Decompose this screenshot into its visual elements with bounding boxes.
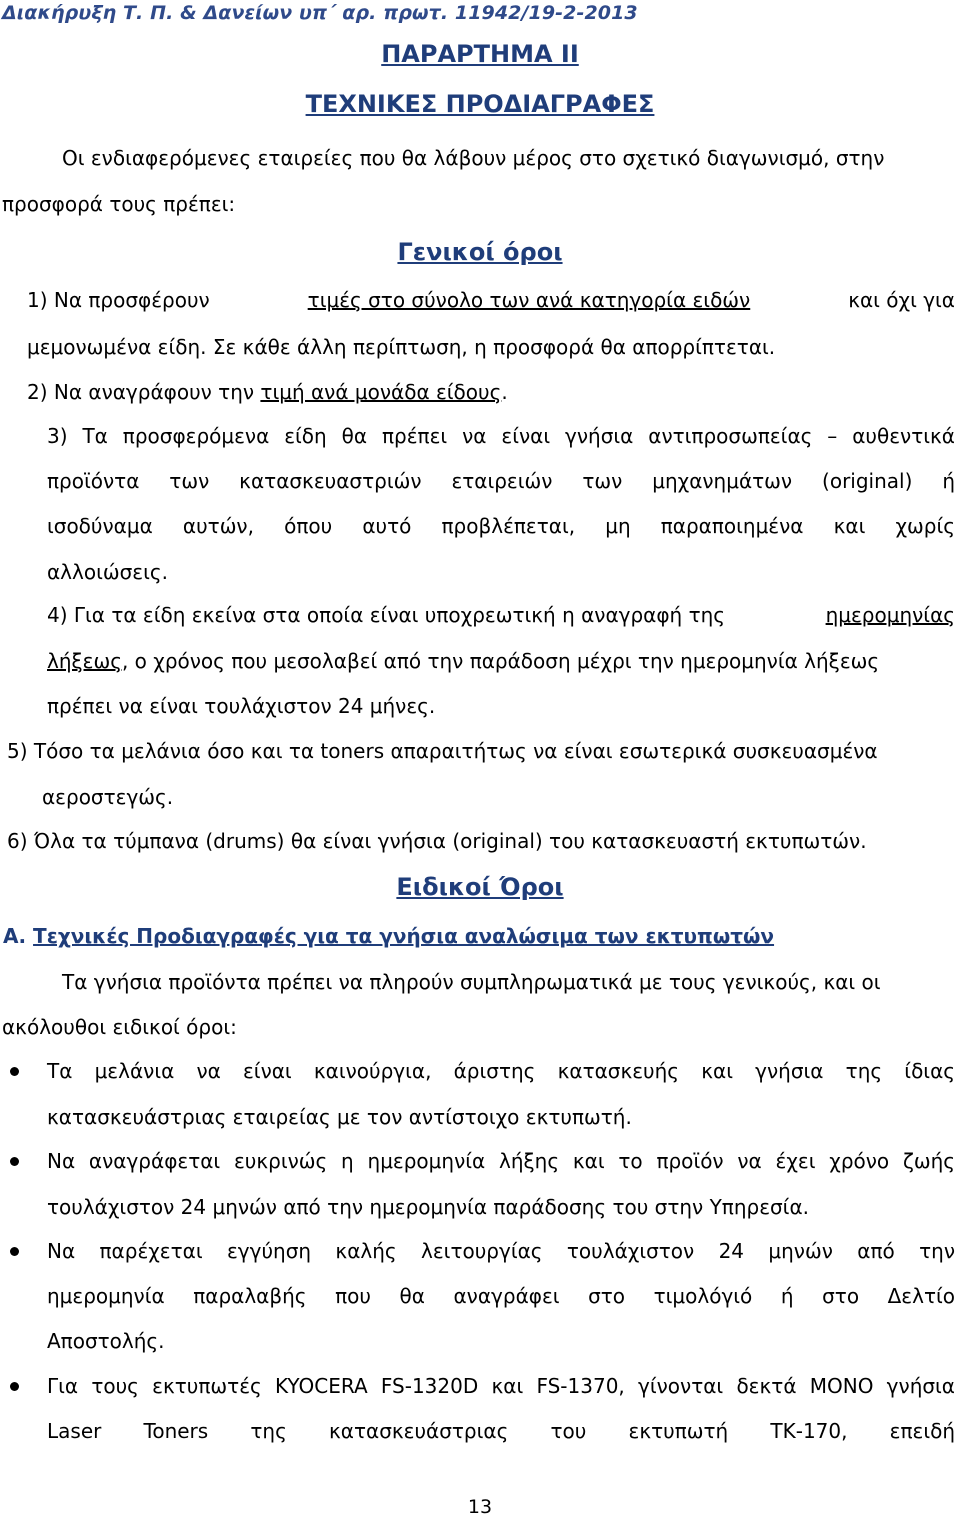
term-4-underlined: ημερομηνίας (825, 603, 955, 627)
term-4-line-1 (47, 603, 955, 627)
term-4-underlined-2: λήξεως (47, 649, 122, 673)
term-4-line-2 (47, 649, 879, 673)
bullet-3-line-3: Αποστολής. (47, 1329, 165, 1353)
term-3-line-1: 3) Τα προσφερόμενα είδη θα πρέπει να είναι γνήσια αντιπροσωπείας – αυθεντικά (47, 424, 955, 448)
bullet-icon (10, 1247, 19, 1256)
term-1-line-1 (27, 288, 955, 312)
term-2-period: . (501, 380, 508, 404)
intro-line-2: προσφορά τους πρέπει: (2, 192, 236, 216)
term-3-line-2: προϊόντα των κατασκευαστριών εταιρειών των μηχανημάτων (original) ή (47, 469, 955, 493)
bullet-2-line-1: Να αναγράφεται ευκρινώς η ημερομηνία λήξης και το προϊόν να έχει χρόνο ζωής (47, 1149, 955, 1173)
term-1-line-2: μεμονωμένα είδη. Σε κάθε άλλη περίπτωση, η προσφορά θα απορρίπτεται. (27, 335, 776, 359)
annex-title: ΠΑΡΑΡΤΗΜΑ ΙΙ (381, 40, 579, 68)
bullet-1-line-2: κατασκευάστριας εταιρείας με τον αντίστοιχο εκτυπωτή. (47, 1105, 632, 1129)
term-4-text: 4) Για τα είδη εκείνα στα οποία είναι υποχρεωτική η αναγραφή της (47, 603, 726, 627)
bullet-4-line-2: Laser Toners της κατασκευάστριας του εκτυπωτή ΤΚ-170, επειδή (47, 1419, 955, 1443)
term-5-line-1: 5) Τόσο τα μελάνια όσο και τα toners απαραιτήτως να είναι εσωτερικά συσκευασμένα (7, 739, 878, 763)
intro-line-1: Οι ενδιαφερόμενες εταιρείες που θα λάβουν μέρος στο σχετικό διαγωνισμό, στην (62, 146, 885, 170)
term-2-underlined: τιμή ανά μονάδα είδους (260, 380, 502, 404)
document-header: Διακήρυξη Τ. Π. & Δανείων υπ΄ αρ. πρωτ. 11942/19-2-2013 (2, 2, 638, 24)
term-6: 6) Όλα τα τύμπανα (drums) θα είναι γνήσια (original) του κατασκευαστή εκτυπωτών. (7, 829, 867, 853)
bullet-3-line-1: Να παρέχεται εγγύηση καλής λειτουργίας τουλάχιστον 24 μηνών από την (47, 1239, 955, 1263)
term-4-line-3: πρέπει να είναι τουλάχιστον 24 μήνες. (47, 694, 436, 718)
bullet-3-line-2: ημερομηνία παραλαβής που θα αναγράφει στο τιμολόγιό ή στο Δελτίο (47, 1284, 955, 1308)
page-number: 13 (467, 1496, 493, 1518)
term-2 (27, 380, 508, 404)
term-2-text: 2) Να αναγράφουν την (27, 380, 255, 404)
bullet-2-line-2: τουλάχιστον 24 μηνών από την ημερομηνία παράδοσης του στην Υπηρεσία. (47, 1195, 809, 1219)
term-1-underlined: τιμές στο σύνολο των ανά κατηγορία ειδών (307, 288, 751, 312)
term-1-text: 1) Να προσφέρουν (27, 288, 210, 312)
section-a-heading (3, 924, 774, 948)
term-3-line-3: ισοδύναμα αυτών, όπου αυτό προβλέπεται, μη παραποιημένα και χωρίς (47, 514, 955, 538)
bullet-4-line-1: Για τους εκτυπωτές KYOCERA FS-1320D και FS-1370, γίνονται δεκτά MONO γνήσια (47, 1374, 955, 1398)
section-a-title: Τεχνικές Προδιαγραφές για τα γνήσια αναλώσιμα των εκτυπωτών (33, 924, 775, 948)
bullet-1-line-1: Τα μελάνια να είναι καινούργια, άριστης κατασκευής και γνήσια της ίδιας (47, 1059, 955, 1083)
bullet-icon (10, 1157, 19, 1166)
term-3-line-4: αλλοιώσεις. (47, 560, 168, 584)
term-1-text-end: και όχι για (848, 288, 955, 312)
term-4-text-2: , ο χρόνος που μεσολαβεί από την παράδοση μέχρι την ημερομηνία λήξεως (121, 649, 880, 673)
special-terms-title: Ειδικοί Όροι (396, 873, 564, 901)
section-a-intro-line-2: ακόλουθοι ειδικοί όροι: (2, 1015, 237, 1039)
section-a-intro-line-1: Τα γνήσια προϊόντα πρέπει να πληρούν συμπληρωματικά με τους γενικούς, και οι (62, 970, 881, 994)
section-a-label: Α. (3, 924, 27, 948)
bullet-icon (10, 1067, 19, 1076)
spec-title: ΤΕΧΝΙΚΕΣ ΠΡΟΔΙΑΓΡΑΦΕΣ (305, 90, 655, 118)
term-5-line-2: αεροστεγώς. (42, 785, 174, 809)
general-terms-title: Γενικοί όροι (397, 238, 563, 266)
bullet-icon (10, 1382, 19, 1391)
